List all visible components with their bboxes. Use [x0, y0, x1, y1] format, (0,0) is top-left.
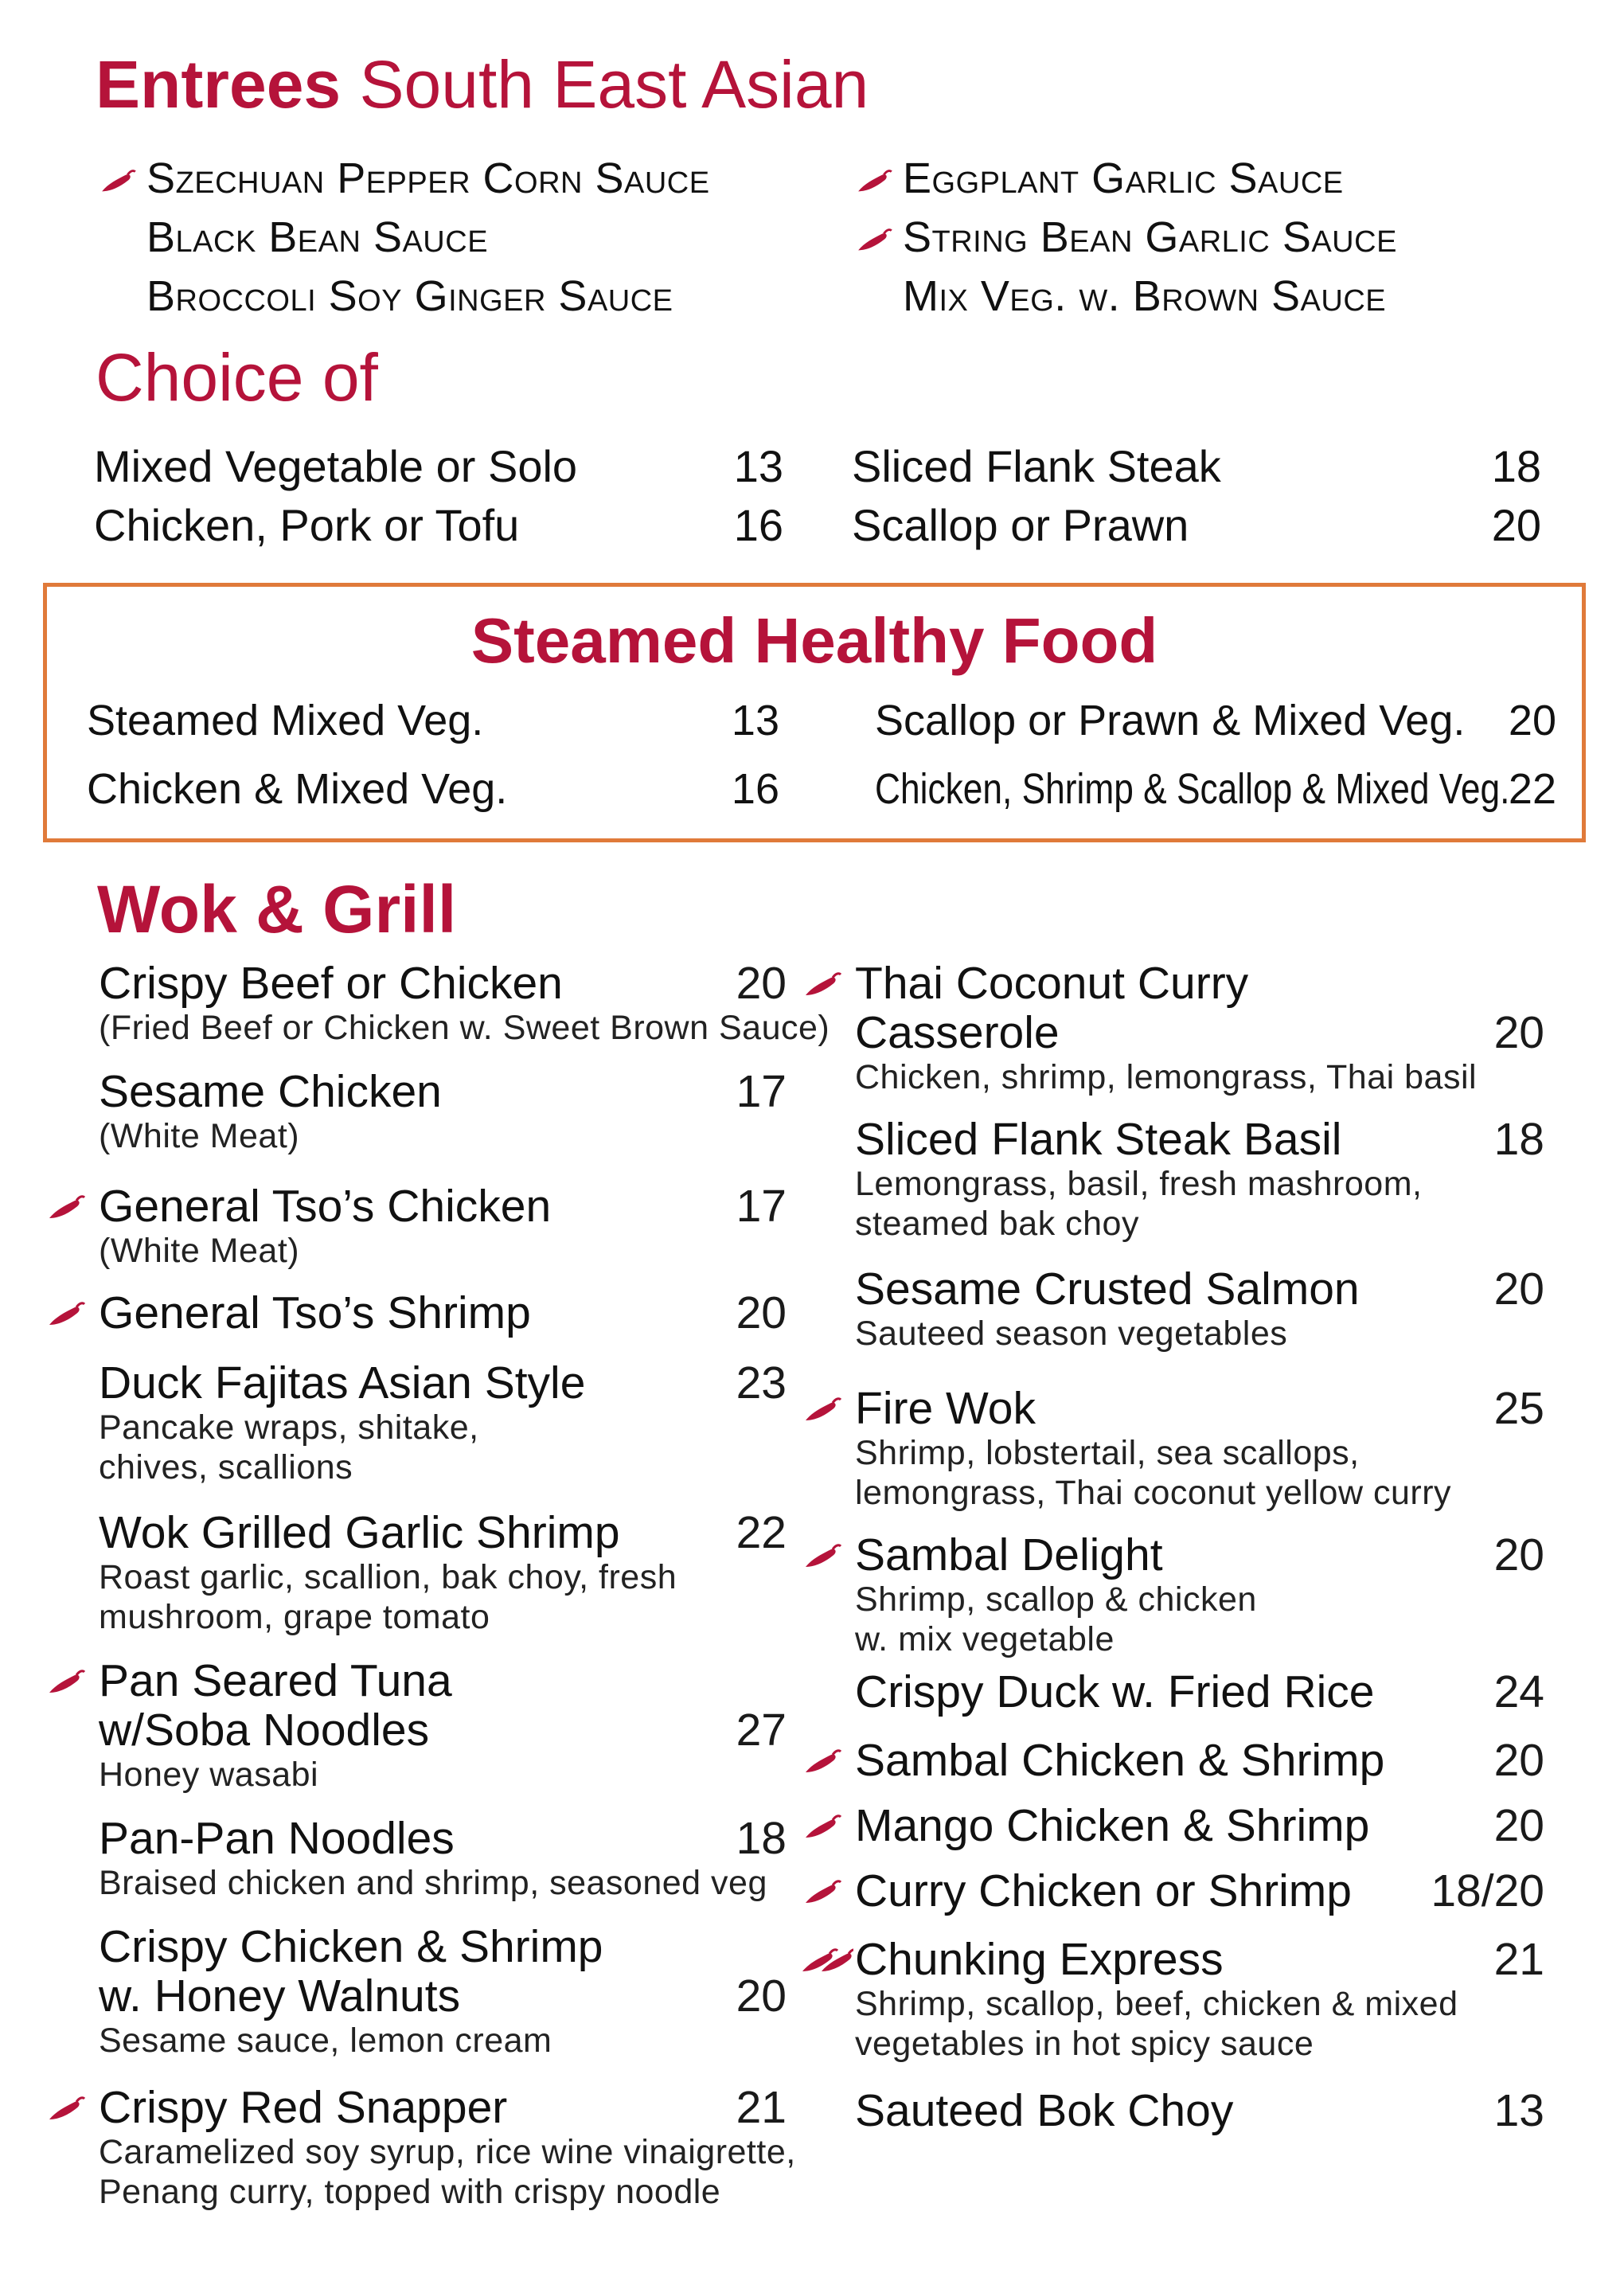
menu-item-name: Duck Fajitas Asian Style — [99, 1357, 586, 1408]
menu-item-description: Sauteed season vegetables — [855, 1314, 1288, 1353]
menu-item-name: Thai Coconut Curry — [855, 958, 1249, 1009]
steamed-price: 20 — [1508, 697, 1556, 744]
menu-item-price: 18 — [736, 1813, 787, 1864]
menu-item-name: General Tso’s Shrimp — [99, 1287, 531, 1338]
chili-pepper-icon — [853, 167, 895, 196]
menu-item-description: (Fried Beef or Chicken w. Sweet Brown Sauce) — [99, 1009, 830, 1047]
menu-item — [855, 1667, 1544, 1717]
sauce-item — [853, 213, 1397, 272]
sauce-list-left — [97, 154, 710, 331]
choice-name: Mixed Vegetable or Solo — [94, 441, 578, 491]
sauce-label: String Bean Garlic Sauce — [903, 213, 1397, 261]
entrees-title: Entrees — [96, 47, 342, 122]
menu-item-name: Sesame Crusted Salmon — [855, 1264, 1360, 1314]
menu-item — [855, 1384, 1544, 1513]
chili-pepper-icon — [45, 1299, 88, 1330]
steamed-row — [875, 695, 1556, 751]
menu-item — [855, 1264, 1544, 1354]
steamed-row — [87, 764, 779, 819]
choice-price: 16 — [733, 500, 783, 550]
menu-item-name: Pan Seared Tuna — [99, 1655, 452, 1706]
menu-item-description: steamed bak choy — [855, 1205, 1139, 1243]
menu-item — [99, 1182, 787, 1271]
menu-item — [855, 1866, 1544, 1916]
menu-item — [855, 1736, 1544, 1785]
sauce-label: Eggplant Garlic Sauce — [903, 154, 1344, 202]
choice-row — [852, 500, 1541, 557]
choice-name: Sliced Flank Steak — [852, 441, 1221, 491]
menu-item-price: 17 — [736, 1181, 787, 1232]
menu-item-description: Sesame sauce, lemon cream — [99, 2022, 552, 2060]
chili-pepper-icon — [801, 1812, 844, 1842]
menu-item-price: 21 — [1493, 1934, 1544, 1985]
menu-item-name: Fire Wok — [855, 1383, 1036, 1434]
choice-name: Scallop or Prawn — [852, 500, 1189, 550]
menu-item-price: 20 — [736, 1971, 787, 2022]
chili-pepper-icon — [801, 1747, 844, 1777]
menu-item-price: 20 — [736, 1287, 787, 1338]
menu-item — [855, 959, 1544, 1097]
menu-item — [99, 958, 830, 1048]
menu-item-name: Crispy Beef or Chicken — [99, 958, 563, 1009]
menu-item-name: Sauteed Bok Choy — [855, 2085, 1234, 2136]
menu-item-name: Sliced Flank Steak Basil — [855, 1114, 1342, 1165]
steamed-price: 22 — [1508, 765, 1556, 813]
menu-item-name: General Tso’s Chicken — [99, 1181, 552, 1232]
entrees-heading — [96, 47, 869, 122]
choice-price: 18 — [1491, 441, 1541, 491]
menu-item-price: 20 — [1493, 1800, 1544, 1851]
menu-item-description: Shrimp, lobstertail, sea scallops, — [855, 1434, 1360, 1472]
steamed-price: 16 — [731, 765, 779, 813]
sauce-label: Black Bean Sauce — [146, 213, 489, 261]
menu-item-price: 20 — [736, 958, 787, 1009]
menu-item-price: 20 — [1493, 1264, 1544, 1314]
menu-item — [99, 2082, 796, 2212]
menu-item-name: w/Soba Noodles — [99, 1705, 430, 1756]
choice-row — [94, 500, 783, 557]
menu-item-description: Honey wasabi — [99, 1756, 319, 1794]
sauce-label: Broccoli Soy Ginger Sauce — [146, 272, 673, 320]
menu-item-price: 18 — [1493, 1114, 1544, 1165]
menu-item — [855, 1115, 1544, 1244]
menu-item-price: 21 — [736, 2082, 787, 2133]
menu-item-price: 25 — [1493, 1383, 1544, 1434]
steamed-row — [875, 764, 1556, 819]
menu-item-price: 20 — [1493, 1735, 1544, 1786]
wok-heading: Wok & Grill — [97, 872, 457, 947]
steamed-name: Scallop or Prawn & Mixed Veg. — [875, 697, 1466, 744]
menu-item-name: Mango Chicken & Shrimp — [855, 1800, 1370, 1851]
menu-item-name: Crispy Red Snapper — [99, 2082, 508, 2133]
steamed-name: Steamed Mixed Veg. — [87, 697, 484, 744]
menu-item-name: w. Honey Walnuts — [99, 1971, 461, 2022]
menu-item-price: 13 — [1493, 2085, 1544, 2136]
sauce-label: Mix Veg. w. Brown Sauce — [903, 272, 1387, 320]
menu-item-description: vegetables in hot spicy sauce — [855, 2025, 1314, 2063]
menu-item-description: w. mix vegetable — [855, 1620, 1115, 1658]
menu-item-price: 27 — [736, 1705, 787, 1756]
entrees-subtitle: South East Asian — [359, 47, 869, 122]
steamed-row — [87, 695, 779, 751]
menu-item-name: Sambal Delight — [855, 1529, 1163, 1580]
choice-heading: Choice of — [96, 340, 378, 415]
menu-item-description: Shrimp, scallop & chicken — [855, 1580, 1257, 1619]
choice-price: 13 — [733, 441, 783, 491]
menu-item-description: Lemongrass, basil, fresh mashroom, — [855, 1165, 1423, 1203]
choice-row — [94, 441, 783, 498]
steamed-name: Chicken & Mixed Veg. — [87, 765, 508, 813]
menu-item — [855, 1935, 1544, 2064]
sauce-item — [853, 272, 1397, 331]
chili-pepper-icon — [801, 1395, 844, 1425]
chili-pepper-icon — [45, 1667, 88, 1697]
menu-item-description: chives, scallions — [99, 1448, 353, 1486]
menu-item — [99, 1922, 787, 2061]
choice-name: Chicken, Pork or Tofu — [94, 500, 520, 550]
menu-item-name: Crispy Chicken & Shrimp — [99, 1921, 603, 1972]
steamed-price: 13 — [731, 697, 779, 744]
menu-item-name: Chunking Express — [855, 1934, 1224, 1985]
chili-pepper-icon — [801, 970, 844, 1000]
menu-item-name: Casserole — [855, 1007, 1060, 1058]
chili-pepper-icon — [45, 1193, 88, 1223]
menu-item — [855, 1530, 1544, 1659]
menu-item-price: 24 — [1493, 1666, 1544, 1717]
menu-item-description: mushroom, grape tomato — [99, 1598, 490, 1636]
choice-price: 20 — [1491, 500, 1541, 550]
choice-row — [852, 441, 1541, 498]
menu-item — [99, 1656, 787, 1795]
menu-item-name: Sesame Chicken — [99, 1066, 442, 1117]
sauce-list-right — [853, 154, 1397, 331]
menu-item — [99, 1067, 787, 1156]
menu-item — [99, 1288, 787, 1338]
menu-item-name: Curry Chicken or Shrimp — [855, 1865, 1352, 1916]
menu-item-price: 17 — [736, 1066, 787, 1117]
menu-item-description: lemongrass, Thai coconut yellow curry — [855, 1474, 1452, 1512]
menu-item-price: 22 — [736, 1507, 787, 1558]
menu-item-name: Crispy Duck w. Fried Rice — [855, 1666, 1375, 1717]
menu-item-description: (White Meat) — [99, 1117, 300, 1155]
sauce-item — [97, 213, 710, 272]
steamed-name: Chicken, Shrimp & Scallop & Mixed Veg. — [875, 765, 1510, 813]
sauce-label: Szechuan Pepper Corn Sauce — [146, 154, 710, 202]
sauce-item — [97, 272, 710, 331]
menu-item-description: Braised chicken and shrimp, seasoned veg — [99, 1864, 767, 1902]
menu-item-price: 20 — [1493, 1529, 1544, 1580]
menu-item — [99, 1358, 787, 1487]
steamed-section — [43, 583, 1586, 842]
menu-item-name: Sambal Chicken & Shrimp — [855, 1735, 1385, 1786]
menu-item-price: 23 — [736, 1357, 787, 1408]
menu-item-description: Penang curry, topped with crispy noodle — [99, 2173, 721, 2211]
menu-item-description: Pancake wraps, shitake, — [99, 1408, 479, 1447]
menu-item — [99, 1814, 787, 1903]
chili-pepper-icon — [801, 1877, 844, 1908]
sauce-item — [97, 154, 710, 213]
steamed-title: Steamed Healthy Food — [470, 605, 1158, 676]
menu-item-price: 18/20 — [1431, 1865, 1544, 1916]
sauce-item — [853, 154, 1397, 213]
chili-pepper-icon — [97, 167, 139, 196]
chili-pepper-icon — [801, 1541, 844, 1572]
menu-item-name: Wok Grilled Garlic Shrimp — [99, 1507, 620, 1558]
menu-item — [855, 2086, 1544, 2135]
menu-item-description: Shrimp, scallop, beef, chicken & mixed — [855, 1985, 1458, 2023]
menu-item-description: Roast garlic, scallion, bak choy, fresh — [99, 1558, 677, 1596]
menu-item-name: Pan-Pan Noodles — [99, 1813, 455, 1864]
menu-item-description: Chicken, shrimp, lemongrass, Thai basil — [855, 1058, 1478, 1096]
menu-item — [855, 1801, 1544, 1850]
chili-pepper-icon — [45, 2094, 88, 2124]
menu-item-description: Caramelized soy syrup, rice wine vinaigrette, — [99, 2133, 796, 2171]
chili-pepper-icon — [853, 226, 895, 255]
menu-item-price: 20 — [1493, 1007, 1544, 1058]
menu-item-description: (White Meat) — [99, 1232, 300, 1270]
menu-item — [99, 1508, 787, 1637]
chili-pepper-icon — [798, 1946, 853, 1976]
